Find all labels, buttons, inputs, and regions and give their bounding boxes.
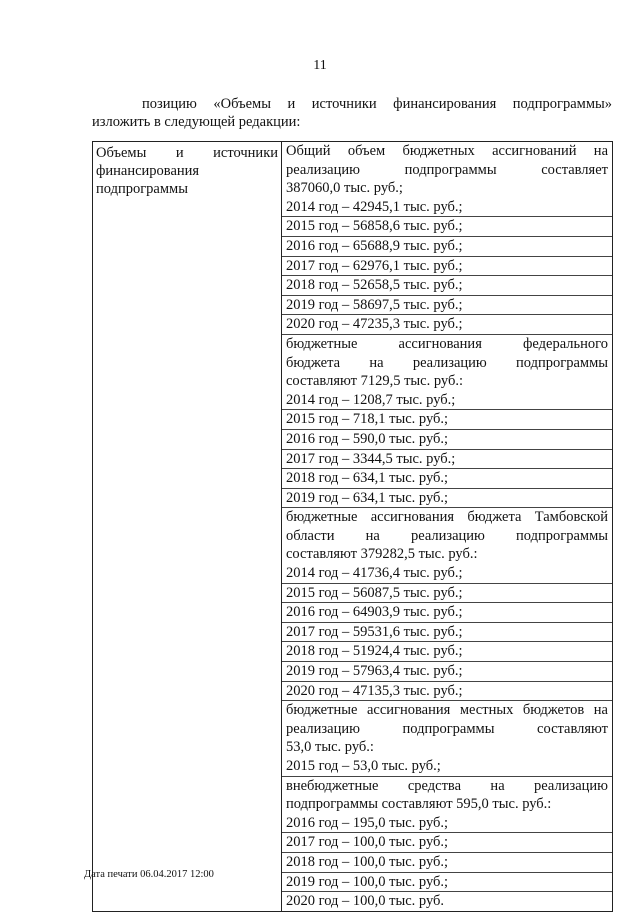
- funding-block-header-line: реализацию подпрограммы составляет: [286, 161, 608, 178]
- funding-year-line: 2016 год – 64903,9 тыс. руб.;: [282, 603, 612, 623]
- page-number: 11: [313, 58, 327, 73]
- funding-year-line: 2016 год – 65688,9 тыс. руб.;: [282, 237, 612, 257]
- funding-blocks: [282, 142, 612, 911]
- funding-year-line: 2019 год – 100,0 тыс. руб.;: [282, 873, 612, 893]
- funding-block-header-line: 387060,0 тыс. руб.;: [286, 180, 403, 197]
- funding-year-line: 2020 год – 100,0 тыс. руб.: [286, 893, 445, 910]
- funding-block-header-line: 53,0 тыс. руб.:: [286, 739, 374, 756]
- funding-year-line: 2019 год – 58697,5 тыс. руб.;: [282, 296, 612, 316]
- print-date: Дата печати 06.04.2017 12:00: [84, 869, 214, 880]
- label-line: финансирования: [96, 163, 200, 179]
- funding-block-header-line: внебюджетные средства на реализацию: [286, 777, 608, 794]
- funding-block: [282, 142, 612, 335]
- funding-year-line: 2014 год – 42945,1 тыс. руб.;: [282, 198, 612, 218]
- funding-year-line: 2014 год – 41736,4 тыс. руб.;: [282, 564, 612, 584]
- funding-year-line: 2020 год – 47235,3 тыс. руб.;: [286, 316, 463, 333]
- funding-year-line: 2017 год – 62976,1 тыс. руб.;: [282, 257, 612, 277]
- row-label-cell: [93, 142, 282, 912]
- funding-year-line: 2015 год – 56858,6 тыс. руб.;: [282, 217, 612, 237]
- intro-line-1: позицию «Объемы и источники финансирования подпрограммы»: [142, 96, 612, 112]
- funding-year-line: 2018 год – 634,1 тыс. руб.;: [282, 469, 612, 489]
- funding-year-line: 2018 год – 52658,5 тыс. руб.;: [282, 276, 612, 296]
- funding-year-line: 2019 год – 57963,4 тыс. руб.;: [282, 662, 612, 682]
- financing-row: [93, 142, 613, 912]
- funding-year-line: 2018 год – 100,0 тыс. руб.;: [282, 853, 612, 873]
- financing-table: [92, 141, 613, 912]
- funding-block: [282, 508, 612, 701]
- label-line: подпрограммы: [96, 181, 188, 197]
- funding-year-line: 2019 год – 634,1 тыс. руб.;: [286, 489, 449, 506]
- funding-year-line: 2015 год – 56087,5 тыс. руб.;: [282, 584, 612, 604]
- funding-year-line: 2016 год – 590,0 тыс. руб.;: [282, 430, 612, 450]
- funding-year-line: 2017 год – 59531,6 тыс. руб.;: [282, 623, 612, 643]
- funding-year-line: 2020 год – 47135,3 тыс. руб.;: [286, 682, 463, 699]
- label-line: Объемы и источники: [96, 145, 278, 161]
- intro-line-2: изложить в следующей редакции:: [92, 114, 301, 130]
- funding-block-header-line: составляют 7129,5 тыс. руб.:: [286, 373, 464, 390]
- row-label: [96, 144, 278, 198]
- funding-year-line: 2015 год – 718,1 тыс. руб.;: [282, 410, 612, 430]
- intro-paragraph: [92, 95, 612, 131]
- funding-block: [282, 777, 612, 911]
- row-value-cell: [282, 142, 613, 912]
- funding-year-line: 2016 год – 195,0 тыс. руб.;: [282, 814, 612, 834]
- funding-block-header-line: бюджетные ассигнования местных бюджетов на: [286, 702, 608, 719]
- funding-block-header-line: области на реализацию подпрограммы: [286, 527, 608, 544]
- funding-block: [282, 701, 612, 776]
- funding-block-header-line: Общий объем бюджетных ассигнований на: [286, 143, 608, 159]
- funding-year-line: 2017 год – 100,0 тыс. руб.;: [282, 833, 612, 853]
- funding-block: [282, 335, 612, 508]
- funding-block-header-line: бюджетные ассигнования бюджета Тамбовской: [286, 509, 608, 526]
- funding-block-header-line: реализацию подпрограммы составляют: [286, 720, 608, 737]
- funding-block-header-line: подпрограммы составляют 595,0 тыс. руб.:: [286, 796, 552, 813]
- funding-year-line: 2017 год – 3344,5 тыс. руб.;: [282, 450, 612, 470]
- funding-block-header-line: бюджетные ассигнования федерального: [286, 335, 608, 352]
- funding-block-header-line: бюджета на реализацию подпрограммы: [286, 354, 608, 371]
- funding-block-header-line: составляют 379282,5 тыс. руб.:: [286, 546, 478, 563]
- funding-year-line: 2018 год – 51924,4 тыс. руб.;: [282, 642, 612, 662]
- funding-year-line: 2015 год – 53,0 тыс. руб.;: [286, 758, 441, 774]
- funding-year-line: 2014 год – 1208,7 тыс. руб.;: [282, 391, 612, 411]
